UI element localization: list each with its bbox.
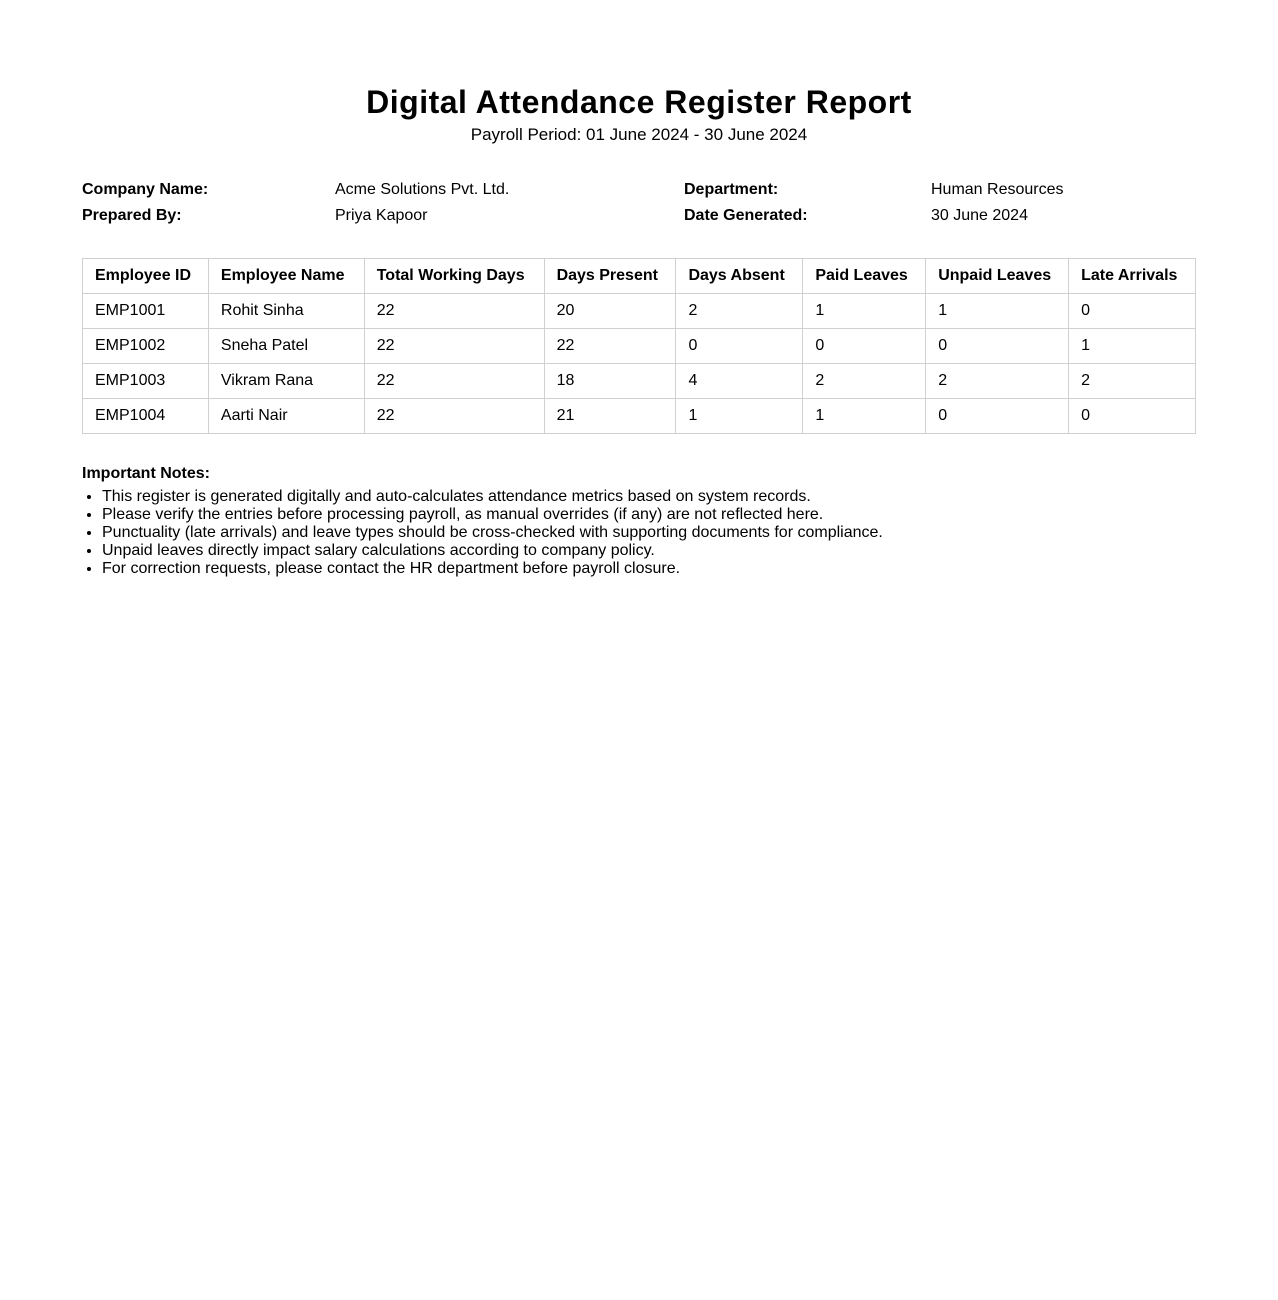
- days-present-cell: 21: [544, 399, 676, 434]
- notes-title: Important Notes:: [82, 465, 210, 482]
- unpaid-leaves-cell: 2: [926, 364, 1069, 399]
- col-employee-name: Employee Name: [208, 259, 364, 294]
- late-arrivals-cell: 2: [1069, 364, 1196, 399]
- department-label: Department:: [684, 181, 779, 198]
- days-absent-cell: 4: [676, 364, 803, 399]
- payroll-period: Payroll Period: 01 June 2024 - 30 June 2024: [470, 125, 808, 144]
- meta-row: [82, 205, 1196, 231]
- employee-name-cell: Sneha Patel: [208, 329, 364, 364]
- table-row: [83, 294, 1196, 329]
- date-generated-label: Date Generated:: [684, 207, 808, 224]
- employee-id-cell: EMP1003: [83, 364, 209, 399]
- meta-row: [82, 179, 1196, 205]
- unpaid-leaves-cell: 0: [926, 399, 1069, 434]
- list-item: • Punctuality (late arrivals) and leave types should be cross-checked with supporting documents for compliance.: [102, 524, 1196, 542]
- paid-leaves-cell: 1: [803, 294, 926, 329]
- employee-name-cell: Rohit Sinha: [208, 294, 364, 329]
- department-value: Human Resources: [931, 181, 1064, 198]
- unpaid-leaves-cell: 0: [926, 329, 1069, 364]
- days-present-cell: 20: [544, 294, 676, 329]
- late-arrivals-cell: 1: [1069, 329, 1196, 364]
- list-item: • For correction requests, please contact the HR department before payroll closure.: [102, 560, 1196, 578]
- prepared-by-value: Priya Kapoor: [335, 207, 428, 224]
- paid-leaves-cell: 1: [803, 399, 926, 434]
- col-late-arrivals: Late Arrivals: [1069, 259, 1196, 294]
- col-unpaid-leaves: Unpaid Leaves: [926, 259, 1069, 294]
- late-arrivals-cell: 0: [1069, 294, 1196, 329]
- total-working-days-cell: 22: [364, 329, 544, 364]
- table-row: [83, 329, 1196, 364]
- employee-id-cell: EMP1002: [83, 329, 209, 364]
- late-arrivals-cell: 0: [1069, 399, 1196, 434]
- paid-leaves-cell: 0: [803, 329, 926, 364]
- employee-id-cell: EMP1001: [83, 294, 209, 329]
- table-row: [83, 399, 1196, 434]
- attendance-table: [82, 258, 1196, 434]
- days-present-cell: 18: [544, 364, 676, 399]
- employee-name-cell: Vikram Rana: [208, 364, 364, 399]
- important-notes: [82, 464, 1196, 578]
- company-name-value: Acme Solutions Pvt. Ltd.: [335, 181, 510, 198]
- date-generated-value: 30 June 2024: [931, 207, 1028, 224]
- total-working-days-cell: 22: [364, 399, 544, 434]
- list-item: • Please verify the entries before processing payroll, as manual overrides (if any) are not reflected here.: [102, 506, 1196, 524]
- employee-id-cell: EMP1004: [83, 399, 209, 434]
- company-name-label: Company Name:: [82, 181, 209, 198]
- col-total-working-days: Total Working Days: [364, 259, 544, 294]
- list-item: • This register is generated digitally and auto-calculates attendance metrics based on system records.: [102, 488, 1196, 506]
- report-meta: [82, 179, 1196, 231]
- days-absent-cell: 2: [676, 294, 803, 329]
- total-working-days-cell: 22: [364, 294, 544, 329]
- table-row: [83, 364, 1196, 399]
- paid-leaves-cell: 2: [803, 364, 926, 399]
- prepared-by-label: Prepared By:: [82, 207, 182, 224]
- days-absent-cell: 0: [676, 329, 803, 364]
- col-days-present: Days Present: [544, 259, 676, 294]
- total-working-days-cell: 22: [364, 364, 544, 399]
- days-absent-cell: 1: [676, 399, 803, 434]
- days-present-cell: 22: [544, 329, 676, 364]
- col-employee-id: Employee ID: [83, 259, 209, 294]
- employee-name-cell: Aarti Nair: [208, 399, 364, 434]
- col-paid-leaves: Paid Leaves: [803, 259, 926, 294]
- notes-list: [82, 488, 1196, 578]
- unpaid-leaves-cell: 1: [926, 294, 1069, 329]
- col-days-absent: Days Absent: [676, 259, 803, 294]
- table-header-row: [83, 259, 1196, 294]
- list-item: • Unpaid leaves directly impact salary calculations according to company policy.: [102, 542, 1196, 560]
- report-title: Digital Attendance Register Report: [366, 84, 912, 120]
